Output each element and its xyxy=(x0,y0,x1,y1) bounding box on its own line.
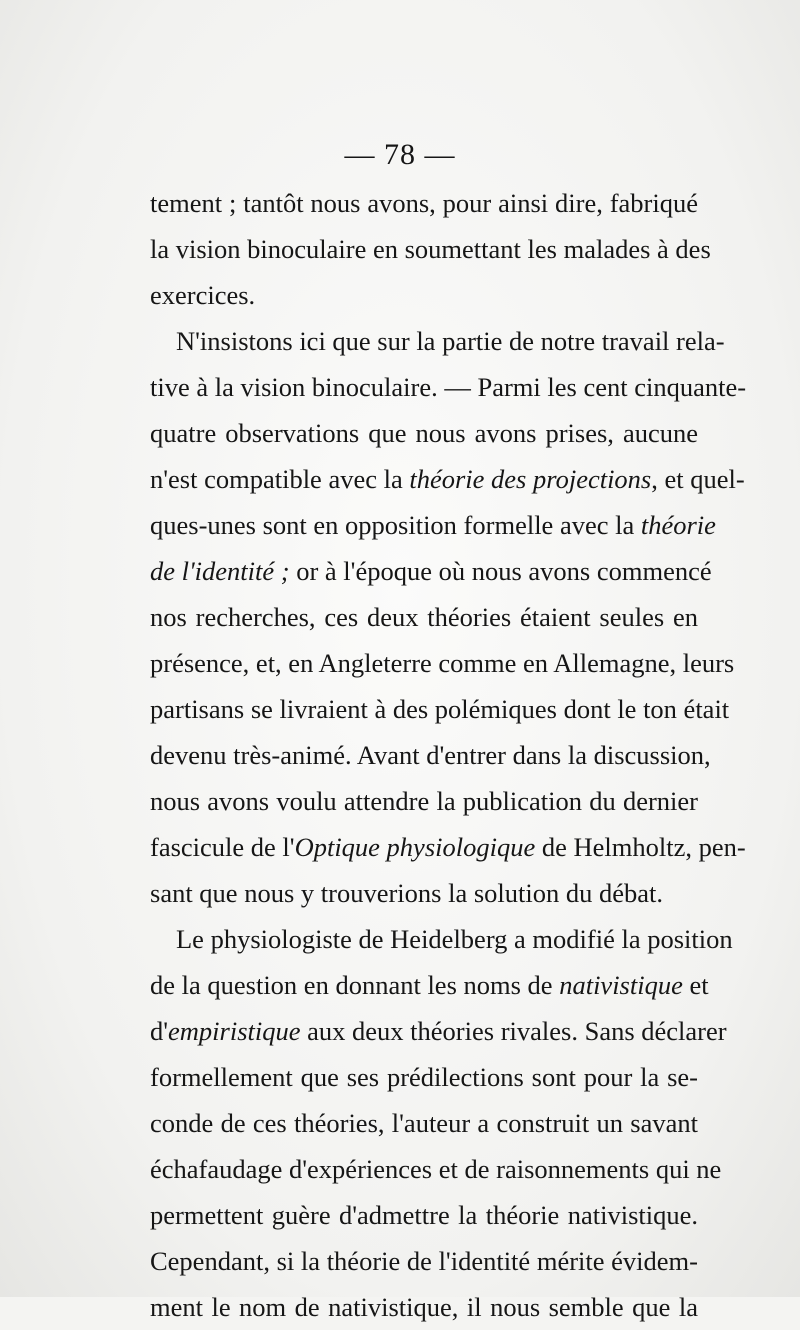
body-text xyxy=(150,180,747,1330)
text-run: Le physiologiste de Heidelberg a modifié la position xyxy=(176,924,733,954)
text-line xyxy=(150,1054,698,1100)
text-run: quatre observations que nous avons prises, aucune xyxy=(150,418,698,448)
text-run: la vision binoculaire en soumettant les malades à des xyxy=(150,234,711,264)
italic-text: théorie des projections xyxy=(409,464,652,494)
text-line xyxy=(150,1238,698,1284)
text-run: conde de ces théories, l'auteur a construit un savant xyxy=(150,1108,698,1138)
text-line xyxy=(150,456,745,502)
text-run: présence, et, en Angleterre comme en Allemagne, leurs xyxy=(150,648,735,678)
text-run: ment le nom de nativistique, il nous semble que la xyxy=(150,1292,698,1322)
text-run: de Helmholtz, pen- xyxy=(535,832,746,862)
text-line xyxy=(150,364,747,410)
text-line xyxy=(150,318,725,364)
text-line xyxy=(150,180,698,226)
text-line xyxy=(150,410,698,456)
text-run: , et quel- xyxy=(651,464,745,494)
text-line xyxy=(150,916,733,962)
text-run: devenu très-animé. Avant d'entrer dans la discussion, xyxy=(150,740,711,770)
text-run: n'est compatible avec la xyxy=(150,464,410,494)
text-line xyxy=(150,640,735,686)
italic-text: nativistique xyxy=(559,970,683,1000)
text-run: partisans se livraient à des polémiques dont le ton était xyxy=(150,694,730,724)
text-line xyxy=(150,778,698,824)
text-line xyxy=(150,962,709,1008)
text-run: nos recherches, ces deux théories étaient seules en xyxy=(150,602,698,632)
italic-text: théorie xyxy=(640,510,716,540)
text-run: échafaudage d'expériences et de raisonnements qui ne xyxy=(150,1154,722,1184)
text-run: ques-unes sont en opposition formelle avec la xyxy=(150,510,641,540)
italic-text: Optique physiologique xyxy=(294,832,536,862)
text-line xyxy=(150,732,711,778)
italic-text: empiristique xyxy=(168,1016,301,1046)
text-run: Cependant, si la théorie de l'identité mérite évidem- xyxy=(150,1246,698,1276)
text-line xyxy=(150,502,716,548)
text-run: fascicule de l' xyxy=(150,832,295,862)
text-run: N'insistons ici que sur la partie de notre travail rela- xyxy=(176,326,725,356)
text-line xyxy=(150,824,746,870)
text-line xyxy=(150,686,730,732)
text-run: nous avons voulu attendre la publication du dernier xyxy=(150,786,698,816)
text-line xyxy=(150,272,698,318)
text-run: tive à la vision binoculaire. — Parmi les cent cinquante- xyxy=(150,372,747,402)
text-line xyxy=(150,594,698,640)
text-line xyxy=(150,1100,698,1146)
text-line xyxy=(150,548,712,594)
text-run: tement ; tantôt nous avons, pour ainsi dire, fabriqué xyxy=(150,188,698,218)
text-run: d' xyxy=(150,1016,169,1046)
text-line xyxy=(150,1192,698,1238)
text-line xyxy=(150,1008,727,1054)
text-run: aux deux théories rivales. Sans déclarer xyxy=(300,1016,727,1046)
text-line xyxy=(150,226,711,272)
text-run: or à l'époque où nous avons commencé xyxy=(289,556,712,586)
text-run: formellement que ses prédilections sont pour la se- xyxy=(150,1062,698,1092)
italic-text: de l'identité ; xyxy=(150,556,290,586)
text-line xyxy=(150,1284,698,1330)
text-line xyxy=(150,1146,722,1192)
text-run: de la question en donnant les noms de xyxy=(150,970,560,1000)
text-run: exercices. xyxy=(150,280,256,310)
text-run: permettent guère d'admettre la théorie nativistique. xyxy=(150,1200,698,1230)
text-run: et xyxy=(682,970,709,1000)
text-line xyxy=(150,870,698,916)
text-run: sant que nous y trouverions la solution du débat. xyxy=(150,878,663,908)
page-number: — 78 — xyxy=(344,138,456,171)
